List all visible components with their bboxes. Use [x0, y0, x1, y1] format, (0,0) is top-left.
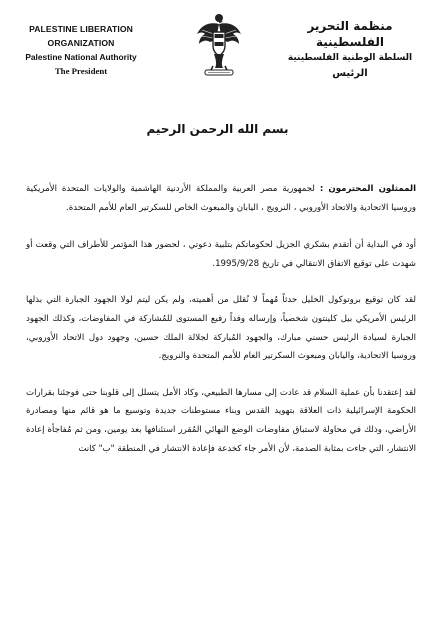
paragraph-1 — [26, 180, 416, 217]
salutation: الممثلون المحترمون : — [319, 184, 417, 194]
letterhead-arabic — [275, 18, 425, 82]
letter-body — [26, 180, 416, 476]
paragraph-2: أود في البداية أن أتقدم بشكري الجزيل لحكوماتكم بتلبية دعوتي ، لحضور هذا المؤتمر للأطراف التي وقعت أو شهدت على توقيع الاتفاق الانتقالي في تاريخ 1995/9/28. — [26, 240, 416, 269]
org-name-arabic: منظمة التحرير الفلسطينية — [307, 19, 393, 49]
letterhead-english — [6, 22, 156, 78]
president-title-arabic: الرئيس — [332, 68, 368, 79]
president-title-english: The President — [54, 66, 108, 76]
paragraph-3: لقد كان توقيع بروتوكول الخليل حدثاً مُهماً لا نُقلل من أهميته، ولم يكن ليتم لولا الجهود الجبارة التي بذلها الرئيس الأمريكي بيل كلينتون شخصياً، وإرساله وفداً رفيع المستوى للمُشاركة في المفاوضات، وكذلك الجهود الجبارة لسيادة الرئيس حسني مبارك، والجهود المُباركة لجلالة الملك حسين، وجهود دول الاتحاد الأوروبي، وروسيا الاتحادية، واليابان ومبعوث السكرتير العام للأمم المتحدة والنرويج. — [26, 295, 416, 362]
org-name-english: PALESTINE LIBERATION ORGANIZATION — [29, 24, 133, 48]
paragraph-1-text: لجمهورية مصر العربية والمملكة الأردنية الهاشمية والولايات المتحدة الأمريكية وروسيا الاتحادية والاتحاد الأوروبي ، النرويج ، اليابان والمبعوث الخاص للسكرتير العام للأمم المتحدة. — [26, 184, 416, 213]
authority-name-english: Palestine National Authority — [25, 52, 137, 62]
eagle-emblem-icon — [196, 10, 242, 78]
basmala-heading: بسم الله الرحمن الرحيم — [146, 122, 289, 136]
authority-name-arabic: السلطة الوطنية الفلسطينية — [287, 53, 413, 63]
paragraph-4: لقد إعتقدنا بأن عملية السلام قد عادت إلى مسارها الطبيعي، وكاد الأمل يتسلل إلى قلوبنا حتى فوجئنا بقرارات الحكومة الإسرائيلية ذات العلاقة بتهويد القدس وبناء مستوطنات جديدة وتوسيع ما هو قائم منها ومصادرة الأراضي، وذلك في محاولة لاستباق مفاوضات الوضع النهائي المُقرر استئنافها بعد يومين، ومن ثم مُفاجأة إعادة الانتشار، التي جاءت بمثابة الصدمة، لأن الأمر جاء كخدعة فإعادة الانتشار في المنطقة "ب" كانت — [26, 387, 416, 454]
